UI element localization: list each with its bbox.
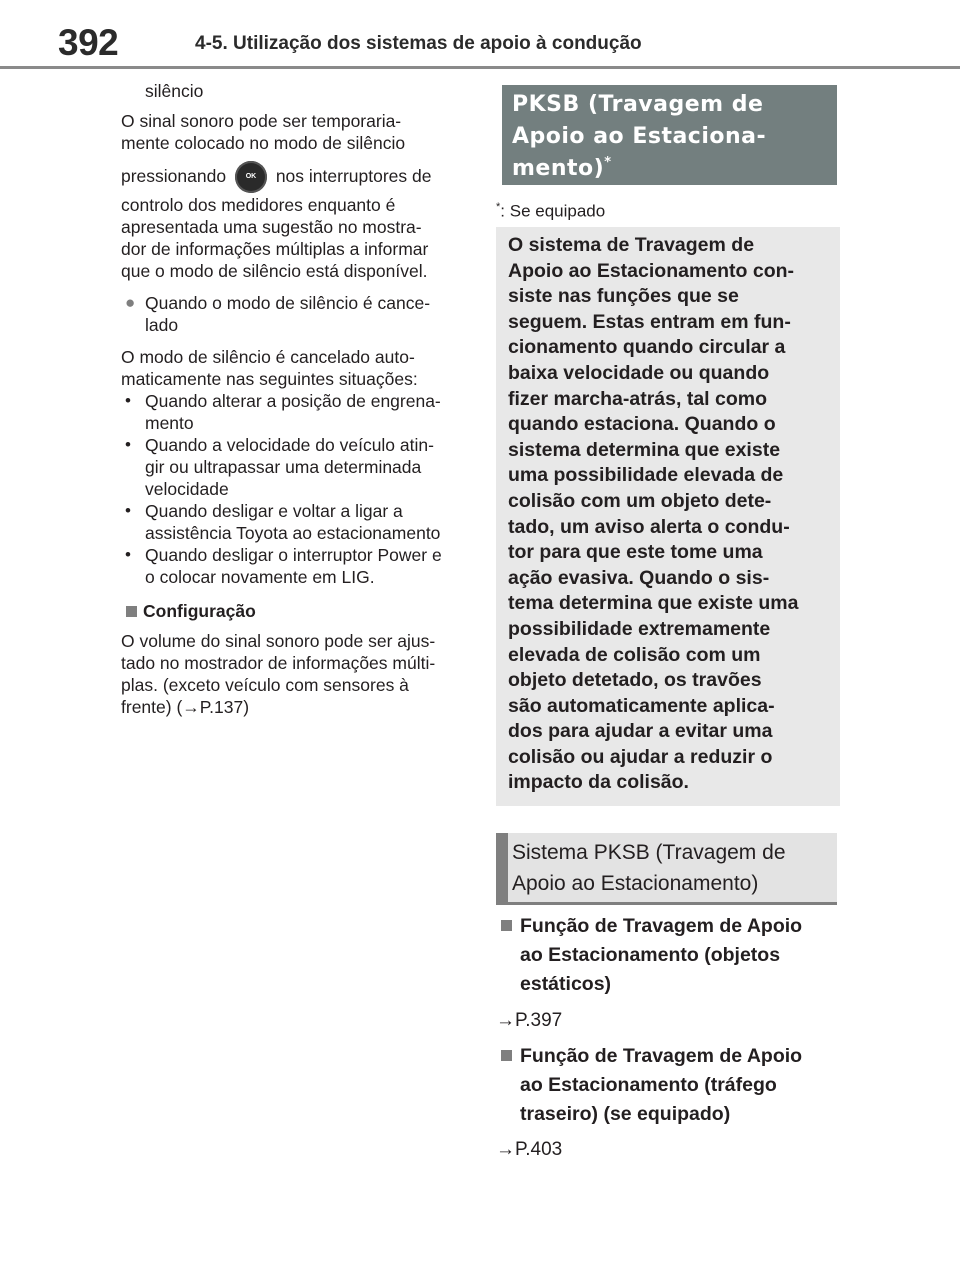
list-item (121, 434, 471, 500)
intro-line: elevada de colisão com um (508, 643, 761, 666)
page-reference-link[interactable]: frente) (→P.137) (121, 697, 250, 717)
footnote-mark: * (496, 201, 501, 213)
item-heading-line: Função de Travagem de Apoio (520, 915, 803, 937)
bullet-heading-line: Quando o modo de silêncio é cance- (145, 293, 431, 313)
intro-line: cionamento quando circular a (508, 336, 786, 359)
square-bullet-icon (126, 606, 137, 617)
list-line: mento (145, 413, 194, 433)
intro-line: colisão ou ajudar a reduzir o (508, 745, 773, 768)
intro-box (496, 227, 840, 806)
item-heading (520, 1042, 840, 1129)
list-item (121, 544, 471, 588)
header-divider (0, 66, 960, 69)
bullet-heading-line: lado (145, 315, 179, 335)
list-line: Quando alterar a posição de engrena- (145, 391, 441, 411)
intro-line: tor para que este tome uma (508, 541, 763, 564)
heading-line: Sistema PKSB (Travagem de (512, 841, 786, 864)
list-item (121, 500, 471, 544)
square-bullet-icon (501, 920, 512, 931)
section-title-box (502, 85, 837, 185)
intro-line: O sistema de Travagem de (508, 234, 755, 256)
intro-line: dos para ajudar a evitar uma (508, 720, 773, 743)
list-bullet: • (125, 391, 131, 410)
title-line: mento)* (512, 155, 612, 181)
intro-line: tema determina que existe uma (508, 592, 799, 615)
list-line: gir ou ultrapassar uma determinada (145, 457, 422, 477)
paragraph-line: O sinal sonoro pode ser temporaria- (121, 111, 402, 131)
press-before-text: pressionando (121, 166, 227, 186)
title-line: PKSB (Travagem de (512, 92, 764, 117)
footnote-text: : Se equipado (500, 201, 606, 221)
press-after-text: nos interruptores de (275, 166, 432, 186)
item-heading-line: ao Estacionamento (objetos (520, 944, 781, 966)
paragraph-line: O modo de silêncio é cancelado auto- (121, 347, 415, 367)
intro-line: uma possibilidade elevada de (508, 464, 784, 487)
intro-line: fizer marcha-atrás, tal como (508, 387, 768, 410)
page-number: 392 (58, 22, 119, 63)
config-heading-text: Configuração (143, 601, 256, 621)
intro-line: objeto detetado, os travões (508, 669, 762, 692)
intro-line: colisão com um objeto dete- (508, 489, 772, 512)
intro-line: ação evasiva. Quando o sis- (508, 566, 770, 589)
paragraph-line: tado no mostrador de informações múlti- (121, 653, 436, 673)
page-reference-link[interactable]: →P.403 (496, 1139, 563, 1160)
subsection-heading (496, 833, 837, 905)
intro-line: sistema determina que existe (508, 438, 781, 461)
paragraph-line: mente colocado no modo de silêncio (121, 133, 406, 153)
intro-line: possibilidade extremamente (508, 617, 771, 640)
intro-line: tado, um aviso alerta o condu- (508, 515, 790, 538)
list-line: Quando desligar o interruptor Power e (145, 545, 442, 565)
item-heading-line: traseiro) (se equipado) (520, 1103, 731, 1125)
title-line: Apoio ao Estaciona- (512, 124, 767, 149)
heading-line: Apoio ao Estacionamento) (512, 872, 759, 895)
bullet-circle-icon: ● (125, 293, 136, 312)
paragraph-line: plas. (exceto veículo com sensores à (121, 675, 409, 695)
list-item (121, 390, 471, 434)
intro-line: impacto da colisão. (508, 771, 689, 794)
item-heading-line: ao Estacionamento (tráfego (520, 1074, 777, 1096)
list-bullet: • (125, 545, 131, 564)
asterisk-mark: * (604, 155, 612, 170)
footnote (496, 201, 605, 222)
intro-line: Apoio ao Estacionamento con- (508, 259, 795, 282)
press-line (121, 158, 471, 194)
item-heading-line: Função de Travagem de Apoio (520, 1045, 803, 1067)
intro-line: são automaticamente aplica- (508, 694, 775, 717)
intro-line: seguem. Estas entram em fun- (508, 310, 791, 333)
intro-line: baixa velocidade ou quando (508, 361, 770, 384)
list-bullet: • (125, 435, 131, 454)
paragraph-line: apresentada uma sugestão no mostra- (121, 217, 422, 237)
list-line: o colocar novamente em LIG. (145, 567, 375, 587)
list-line: Quando desligar e voltar a ligar a (145, 501, 403, 521)
left-column (121, 80, 471, 718)
section-title: 4-5. Utilização dos sistemas de apoio à condução (195, 33, 642, 54)
item-heading-line: estáticos) (520, 973, 612, 995)
list-bullet: • (125, 501, 131, 520)
paragraph-line: maticamente nas seguintes situações: (121, 369, 418, 389)
intro-line: siste nas funções que se (508, 285, 739, 308)
square-bullet-icon (501, 1050, 512, 1061)
ok-button-icon: OK (235, 161, 267, 193)
list-line: assistência Toyota ao estacionamento (145, 523, 441, 543)
silence-word: silêncio (145, 81, 204, 101)
bullet-heading (121, 292, 471, 336)
list-line: velocidade (145, 479, 229, 499)
paragraph-line: controlo dos medidores enquanto é (121, 195, 396, 215)
list-line: Quando a velocidade do veículo atin- (145, 435, 434, 455)
paragraph-line: dor de informações múltiplas a informar (121, 239, 429, 259)
item-heading (520, 912, 840, 999)
paragraph-line: que o modo de silêncio está disponível. (121, 261, 428, 281)
intro-line: quando estaciona. Quando o (508, 413, 776, 436)
page-reference-link[interactable]: →P.397 (496, 1010, 563, 1031)
config-heading (121, 600, 471, 622)
paragraph-line: O volume do sinal sonoro pode ser ajus- (121, 631, 436, 651)
